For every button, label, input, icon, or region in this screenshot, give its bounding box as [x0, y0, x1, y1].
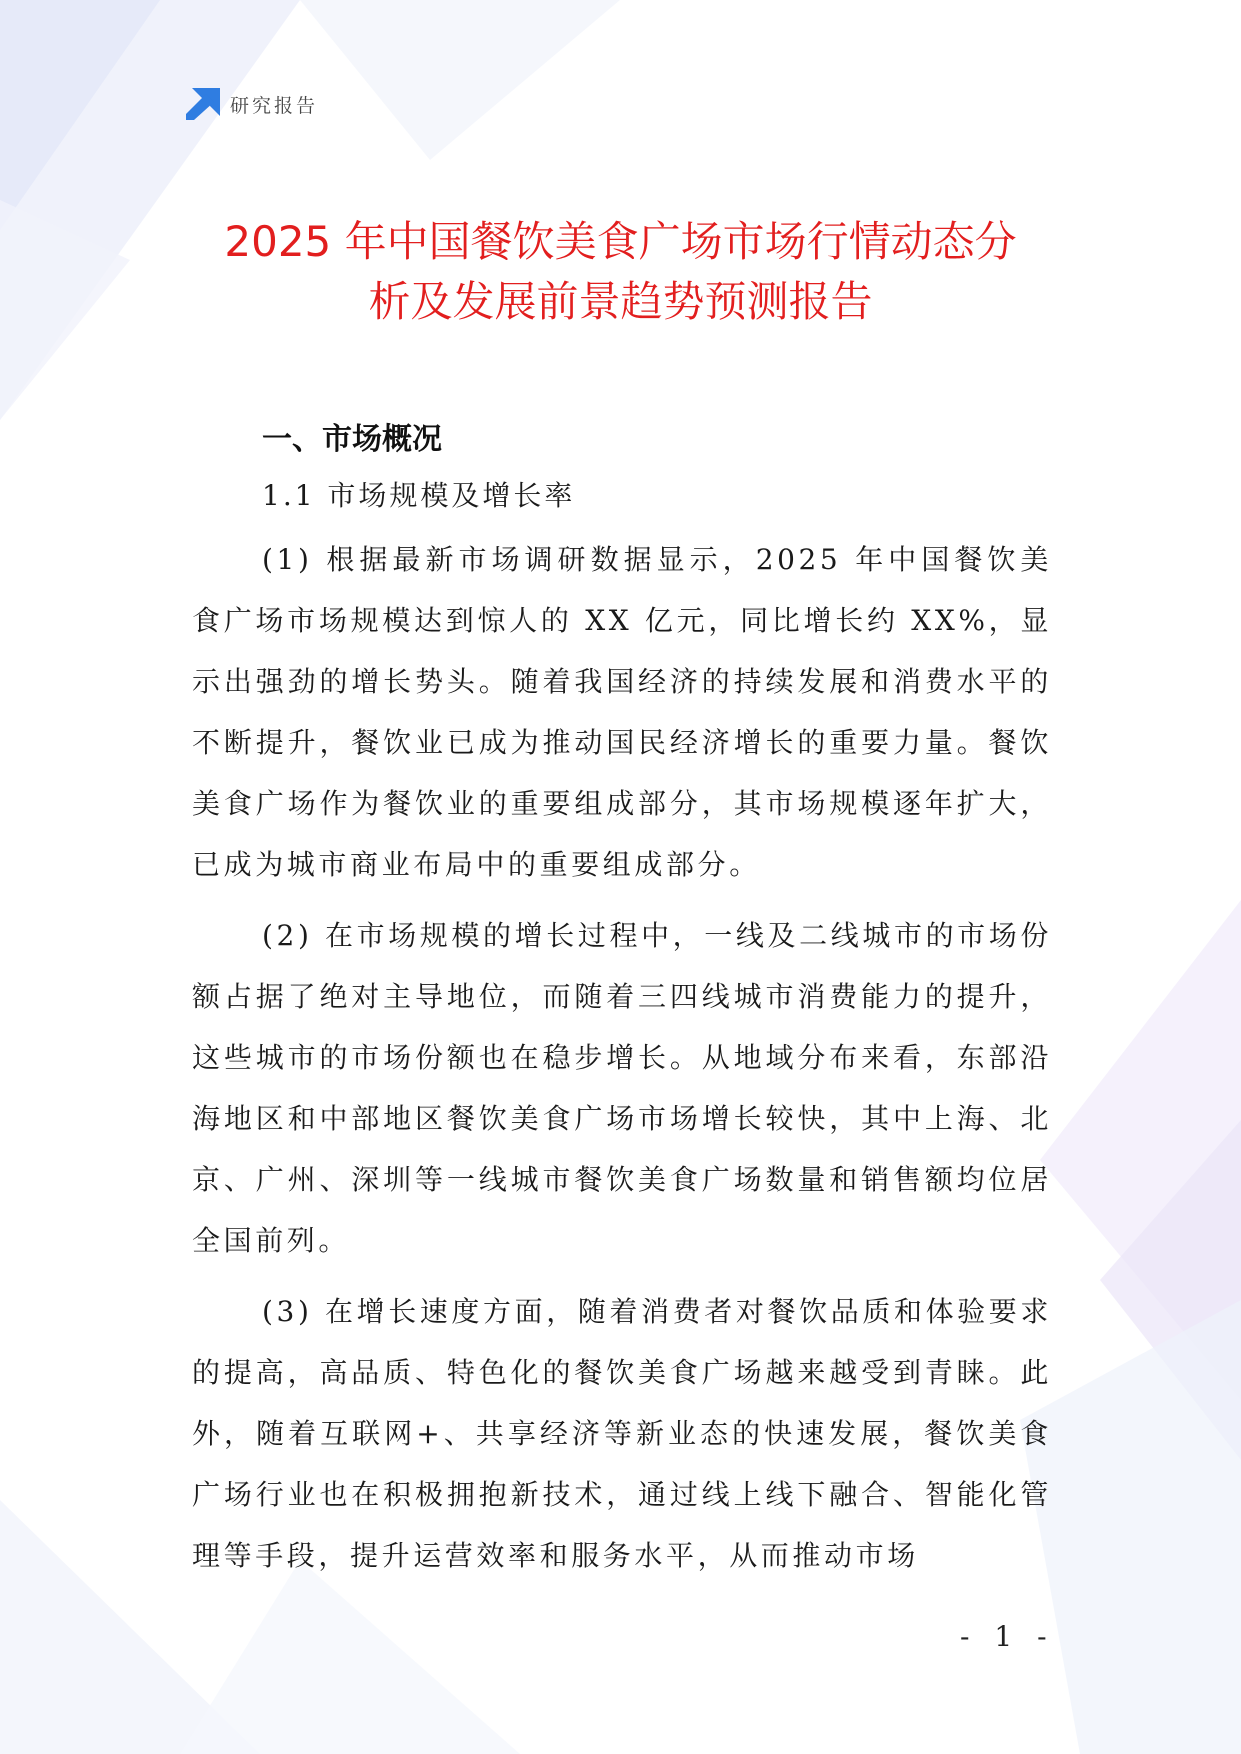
- section-heading: 一、市场概况: [262, 422, 442, 457]
- report-type-label: 研究报告: [230, 94, 319, 117]
- arrow-logo-icon: [186, 88, 220, 120]
- title-line-1: 2025 年中国餐饮美食广场市场行情动态分: [224, 217, 1017, 266]
- paragraph-3: (3) 在增长速度方面，随着消费者对餐饮品质和体验要求的提高，高品质、特色化的餐饮美食广场越来越受到青睐。此外，随着互联网+、共享经济等新业态的快速发展，餐饮美食广场行业也在积极拥抱新技术，通过线上线下融合、智能化管理等手段，提升运营效率和服务水平，从而推动市场: [192, 1295, 1052, 1572]
- paragraph-2: (2) 在市场规模的增长过程中，一线及二线城市的市场份额占据了绝对主导地位，而随着三四线城市消费能力的提升，这些城市的市场份额也在稳步增长。从地域分布来看，东部沿海地区和中部地区餐饮美食广场市场增长较快，其中上海、北京、广州、深圳等一线城市餐饮美食广场数量和销售额均位居全国前列。: [192, 919, 1052, 1257]
- document-title: [150, 212, 1091, 332]
- title-line-2: 析及发展前景趋势预测报告: [368, 277, 873, 326]
- report-header: [186, 88, 318, 120]
- paragraph-1: (1) 根据最新市场调研数据显示，2025 年中国餐饮美食广场市场规模达到惊人的 XX 亿元，同比增长约 XX%，显示出强劲的增长势头。随着我国经济的持续发展和消费水平的不断提升，餐饮业已成为推动国民经济增长的重要力量。餐饮美食广场作为餐饮业的重要组成部分，其市场规模逐年扩大，已成为城市商业布局中的重要组成部分。: [192, 543, 1052, 881]
- subsection-heading: 1.1 市场规模及增长率: [262, 479, 576, 512]
- page-number: - 1 -: [960, 1620, 1055, 1653]
- document-body: [192, 417, 1052, 1586]
